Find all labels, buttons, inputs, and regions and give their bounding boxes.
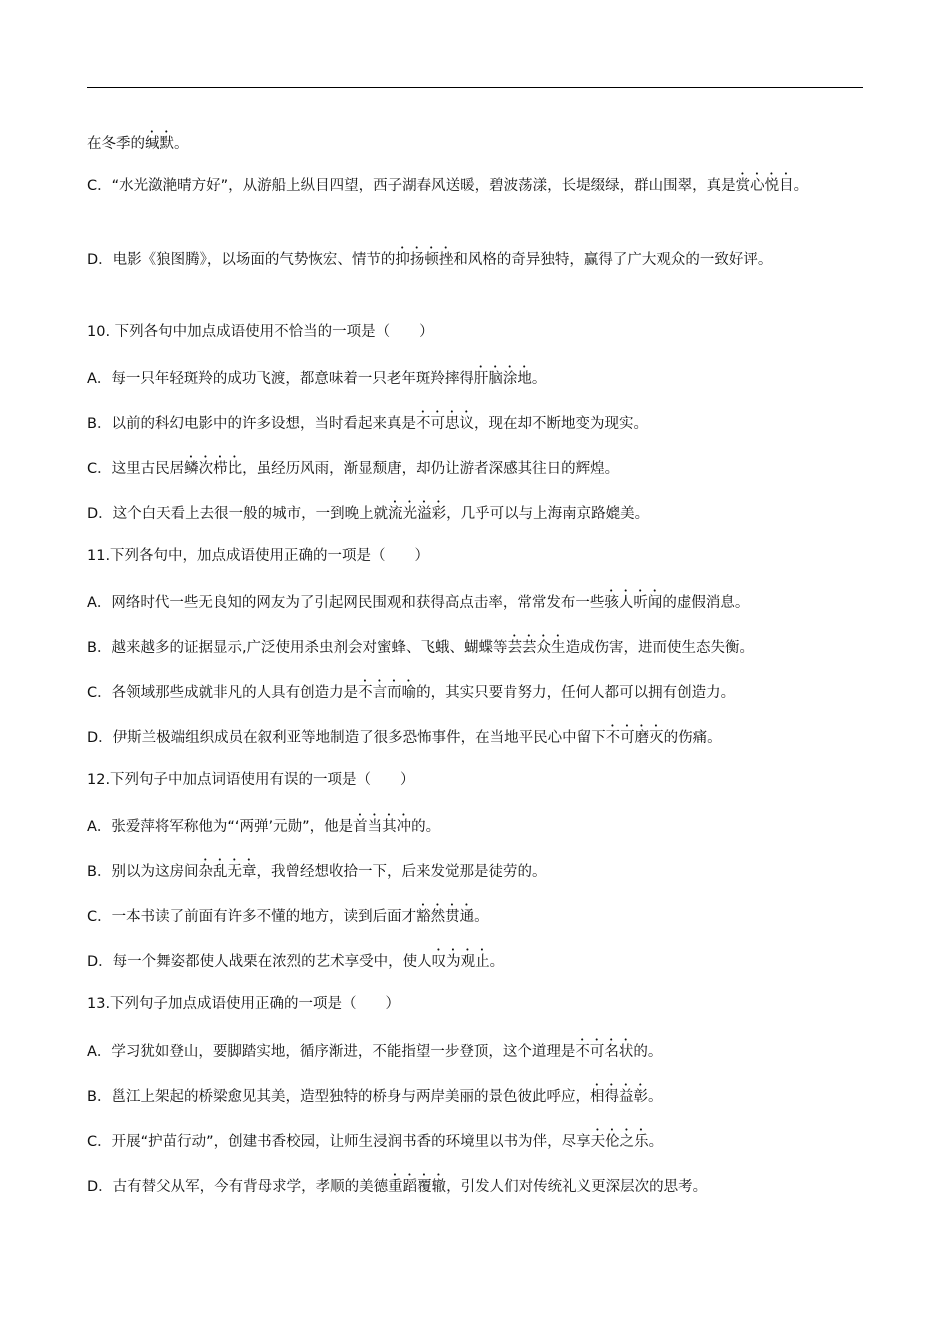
q10-option-a: A．每一只年轻斑羚的成功飞渡，都意味着一只老年斑羚摔得肝脑涂地。 [87,371,547,387]
q13-option-d: D．古有替父从军，今有背母求学，孝顺的美德重蹈覆辙，引发人们对传统礼义更深层次的思考。 [87,1179,708,1195]
emphasized-word: 不可磨灭 [605,730,664,746]
emphasized-word: 芸芸众生 [507,640,566,656]
emphasized-word: 赏心悦目 [735,178,794,194]
q12-option-a: A．张爱萍将军称他为“‘两弹’元勋”，他是首当其冲的。 [87,819,441,835]
emphasized-word: 天伦之乐 [590,1134,649,1150]
emphasized-word: 鳞次栉比 [184,461,243,477]
emphasized-word: 叹为观止 [431,954,490,970]
q10-stem: 10. 下列各句中加点成语使用不恰当的一项是（ ） [87,324,434,340]
emphasized-word: 首当其冲 [353,819,412,835]
emphasized-word: 肝脑涂地 [473,371,532,387]
emphasized-word: 不可名状 [575,1044,634,1060]
q13-stem: 13.下列句子加点成语使用正确的一项是（ ） [87,996,401,1012]
q13-option-a: A．学习犹如登山，要脚踏实地，循序渐进，不能指望一步登顶，这个道理是不可名状的。 [87,1044,663,1060]
emphasized-word: 豁然贯通 [416,909,475,925]
q10-option-d: D．这个白天看上去很一般的城市，一到晚上就流光溢彩，几乎可以与上海南京路媲美。 [87,506,650,522]
q9-option-b-continuation: 在冬季的缄默。 [87,136,189,152]
emphasized-word: 杂乱无章 [198,864,257,880]
q11-option-b: B．越来越多的证据显示,广泛使用杀虫剂会对蜜蜂、飞蛾、蝴蝶等芸芸众生造成伤害，进而使生态失衡。 [87,640,755,656]
emphasized-word: 流光溢彩 [388,506,447,522]
q12-option-c: C．一本书读了前面有许多不懂的地方，读到后面才豁然贯通。 [87,909,489,925]
emphasized-word: 缄默 [145,136,174,152]
q12-option-b: B．别以为这房间杂乱无章，我曾经想收拾一下，后来发觉那是徒劳的。 [87,864,547,880]
q12-option-d: D．每一个舞姿都使人战栗在浓烈的艺术享受中，使人叹为观止。 [87,954,505,970]
q9-option-c: C．“水光潋滟晴方好”，从游船上纵目四望，西子湖春风送暖，碧波荡漾，长堤缀绿，群山围翠，真是赏心悦目。 [87,178,809,194]
header-rule [87,87,863,88]
q11-option-a: A．网络时代一些无良知的网友为了引起网民围观和获得高点击率，常常发布一些骇人听闻的虚假消息。 [87,595,750,611]
q11-option-d: D．伊斯兰极端组织成员在叙利亚等地制造了很多恐怖事件，在当地平民心中留下不可磨灭的伤痛。 [87,730,722,746]
q13-option-b: B．邕江上架起的桥梁愈见其美，造型独特的桥身与两岸美丽的景色彼此呼应，相得益彰。 [87,1089,663,1105]
q13-option-c: C．开展“护苗行动”，创建书香校园，让师生浸润书香的环境里以书为伴，尽享天伦之乐。 [87,1134,664,1150]
emphasized-word: 相得益彰 [589,1089,648,1105]
q10-option-b: B．以前的科幻电影中的许多设想，当时看起来真是不可思议，现在却不断地变为现实。 [87,416,648,432]
emphasized-word: 骇人听闻 [604,595,663,611]
q12-stem: 12.下列句子中加点词语使用有误的一项是（ ） [87,772,415,788]
q10-option-c: C．这里古民居鳞次栉比，虽经历风雨，渐显颓唐，却仍让游者深感其往日的辉煌。 [87,461,620,477]
q11-option-c: C．各领域那些成就非凡的人具有创造力是不言而喻的，其实只要肯努力，任何人都可以拥有创造力。 [87,685,736,701]
emphasized-word: 不可思议 [415,416,474,432]
emphasized-word: 不言而喻 [358,685,417,701]
emphasized-word: 抑扬顿挫 [395,252,454,268]
q11-stem: 11.下列各句中，加点成语使用正确的一项是（ ） [87,548,430,564]
q9-option-d: D．电影《狼图腾》，以场面的气势恢宏、情节的抑扬顿挫和风格的奇异独特，赢得了广大观众的一致好评。 [87,252,773,268]
emphasized-word: 重蹈覆辙 [388,1179,447,1195]
